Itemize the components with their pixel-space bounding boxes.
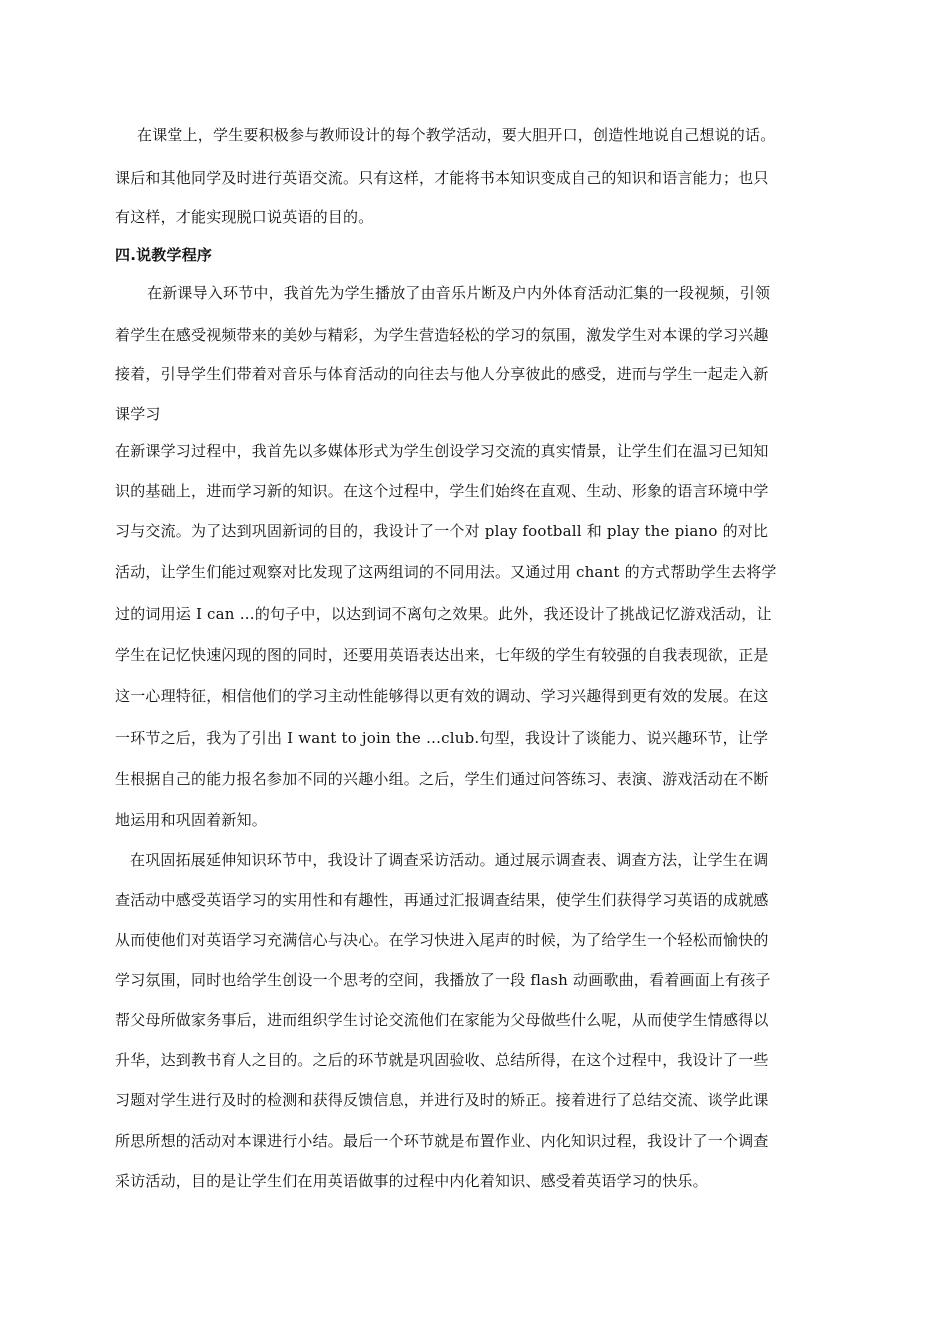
paragraph-line: 学习氛围，同时也给学生创设一个思考的空间，我播放了一段 flash 动画歌曲，看着画面上有孩子: [115, 971, 771, 989]
paragraph-line: 在新课学习过程中，我首先以多媒体形式为学生创设学习交流的真实情景，让学生们在温习已知知: [115, 442, 769, 460]
paragraph-line: 着学生在感受视频带来的美妙与精彩，为学生营造轻松的学习的氛围，激发学生对本课的学习兴趣: [115, 326, 769, 344]
paragraph-line: 一环节之后，我为了引出 I want to join the …club.句型，我设计了谈能力、说兴趣环节，让学: [115, 729, 769, 747]
paragraph-line: 在课堂上，学生要积极参与教师设计的每个教学活动，要大胆开口，创造性地说自己想说的话。: [137, 126, 776, 144]
paragraph-line: 习与交流。为了达到巩固新词的目的，我设计了一个对 play football 和 play the piano 的对比: [115, 522, 769, 540]
paragraph-line: 帮父母所做家务事后，进而组织学生讨论交流他们在家能为父母做些什么呢，从而使学生情感得以: [115, 1011, 769, 1029]
paragraph-line: 这一心理特征，相信他们的学习主动性能够得以更有效的调动、学习兴趣得到更有效的发展。在这: [115, 687, 769, 705]
paragraph-line: 生根据自己的能力报名参加不同的兴趣小组。之后，学生们通过问答练习、表演、游戏活动在不断: [115, 770, 769, 788]
section-heading: 四.说教学程序: [115, 246, 213, 264]
paragraph-line: 在巩固拓展延伸知识环节中，我设计了调查采访活动。通过展示调查表、调查方法，让学生在调: [130, 851, 769, 869]
paragraph-line: 所思所想的活动对本课进行小结。最后一个环节就是布置作业、内化知识过程，我设计了一个调查: [115, 1132, 769, 1150]
paragraph-line: 接着，引导学生们带着对音乐与体育活动的向往去与他人分享彼此的感受，进而与学生一起走入新: [115, 365, 769, 383]
paragraph-line: 升华，达到教书育人之目的。之后的环节就是巩固验收、总结所得，在这个过程中，我设计了一些: [115, 1051, 769, 1069]
paragraph-line: 从而使他们对英语学习充满信心与决心。在学习快进入尾声的时候，为了给学生一个轻松而愉快的: [115, 931, 769, 949]
paragraph-line: 采访活动，目的是让学生们在用英语做事的过程中内化着知识、感受着英语学习的快乐。: [115, 1172, 708, 1190]
paragraph-line: 地运用和巩固着新知。: [115, 811, 268, 829]
paragraph-line: 在新课导入环节中，我首先为学生播放了由音乐片断及户内外体育活动汇集的一段视频，引领: [147, 284, 771, 302]
paragraph-line: 课学习: [115, 405, 161, 423]
paragraph-line: 过的词用运 I can …的句子中，以达到词不离句之效果。此外，我还设计了挑战记忆游戏活动，让: [115, 605, 772, 623]
paragraph-line: 学生在记忆快速闪现的图的同时，还要用英语表达出来，七年级的学生有较强的自我表现欲，正是: [115, 646, 769, 664]
paragraph-line: 课后和其他同学及时进行英语交流。只有这样，才能将书本知识变成自己的知识和语言能力；也只: [115, 169, 769, 187]
paragraph-line: 有这样，才能实现脱口说英语的目的。: [115, 208, 374, 226]
paragraph-line: 活动，让学生们能过观察对比发现了这两组词的不同用法。又通过用 chant 的方式帮助学生去将学: [115, 563, 777, 581]
paragraph-line: 习题对学生进行及时的检测和获得反馈信息，并进行及时的矫正。接着进行了总结交流、谈学此课: [115, 1091, 769, 1109]
paragraph-line: 识的基础上，进而学习新的知识。在这个过程中，学生们始终在直观、生动、形象的语言环境中学: [115, 482, 769, 500]
paragraph-line: 查活动中感受英语学习的实用性和有趣性，再通过汇报调查结果，使学生们获得学习英语的成就感: [115, 891, 769, 909]
